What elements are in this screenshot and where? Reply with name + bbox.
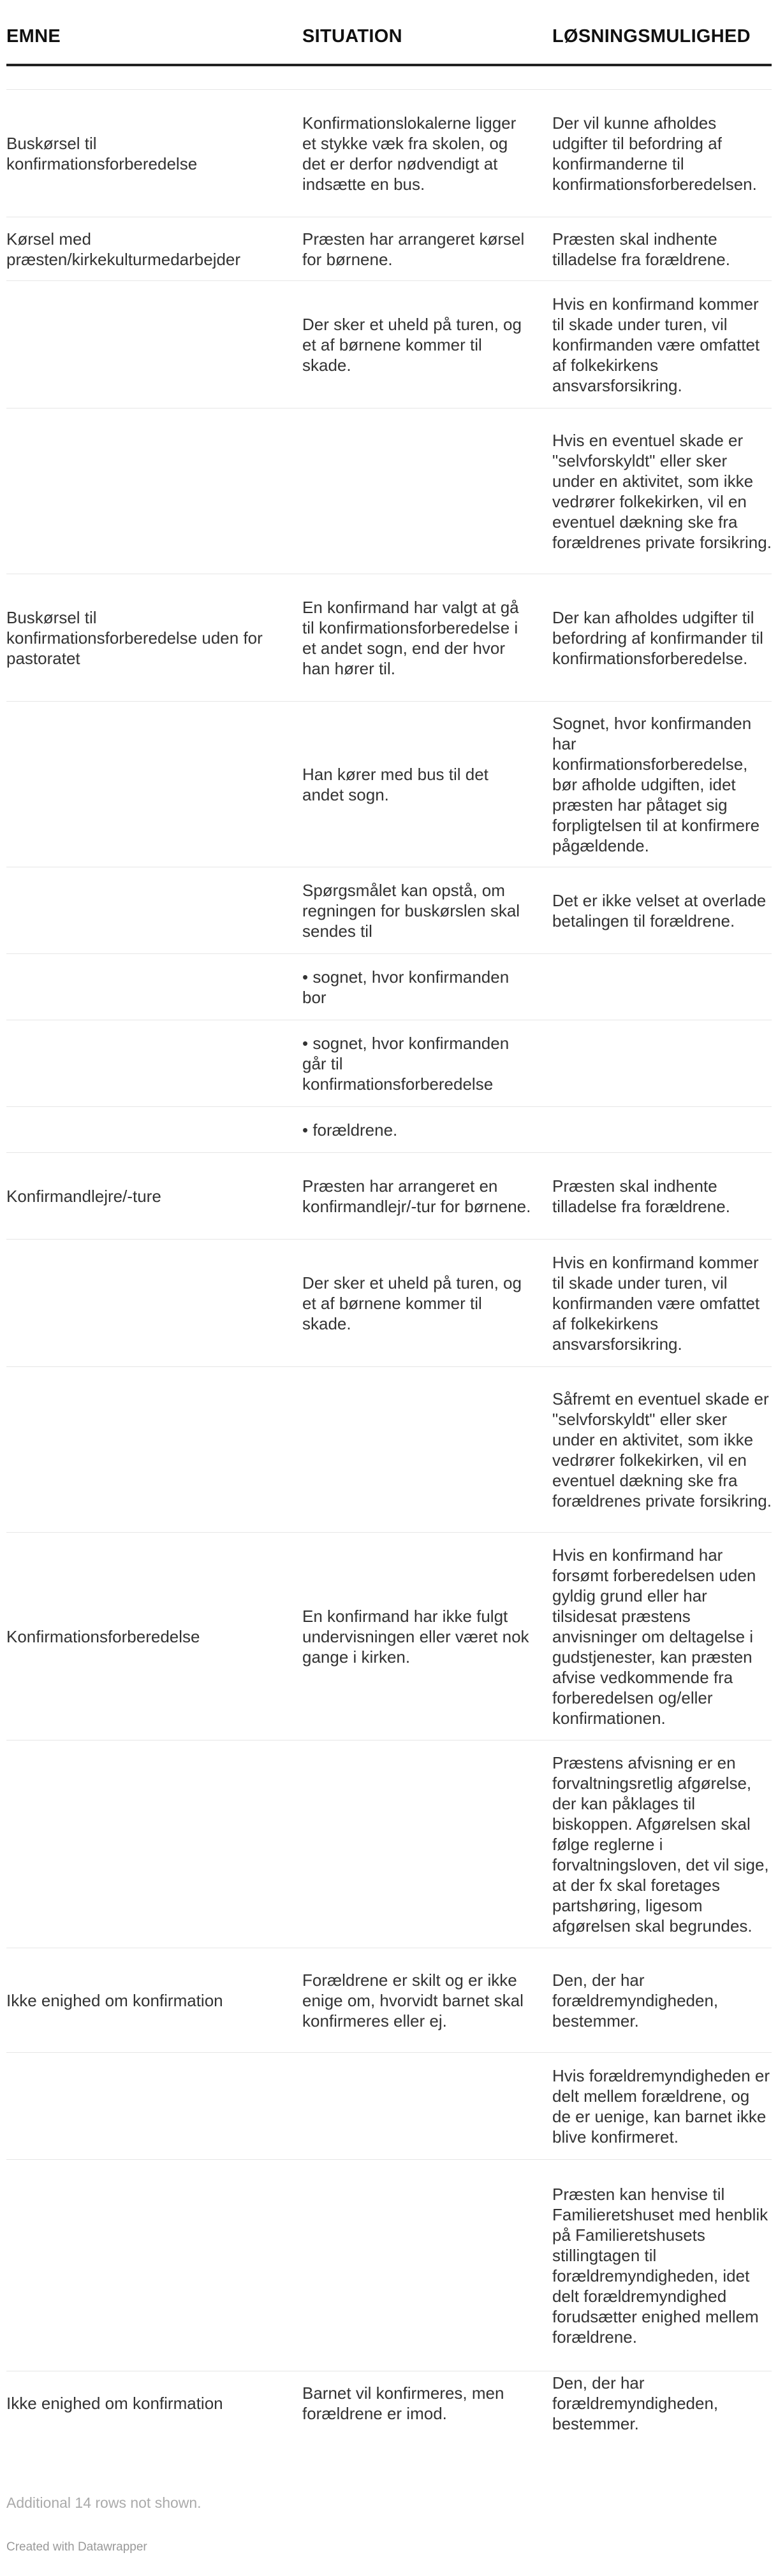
table-row bbox=[6, 90, 772, 217]
table-row bbox=[6, 2160, 772, 2371]
cell-loesningsmulighed: Præsten skal indhente tilladelse fra forældrene. bbox=[552, 1153, 772, 1240]
cell-situation: • sognet, hvor konfirmanden bor bbox=[302, 954, 552, 1020]
cell-situation: Der sker et uheld på turen, og et af børnene kommer til skade. bbox=[302, 1240, 552, 1367]
table-row bbox=[6, 574, 772, 702]
cell-loesningsmulighed: Det er ikke velset at overlade betalingen til forældrene. bbox=[552, 867, 772, 954]
table-body bbox=[6, 65, 772, 2435]
table-spacer-row bbox=[6, 65, 772, 90]
cell-loesningsmulighed: Præsten skal indhente tilladelse fra forældrene. bbox=[552, 217, 772, 281]
cell-situation: • sognet, hvor konfirmanden går til konfirmationsforberedelse bbox=[302, 1020, 552, 1107]
cell-situation: Præsten har arrangeret kørsel for børnene. bbox=[302, 217, 552, 281]
cell-loesningsmulighed: Hvis en konfirmand har forsømt forberedelsen uden gyldig grund eller har tilsidesat præstens anvisninger om deltagelse i gudstjenester, kan præsten afvise vedkommende fra forberedelsen og/eller konfirmationen. bbox=[552, 1533, 772, 1740]
cell-emne: Ikke enighed om konfirmation bbox=[6, 1948, 302, 2053]
table-row bbox=[6, 1740, 772, 1948]
table-header-row bbox=[6, 9, 772, 65]
cell-emne bbox=[6, 702, 302, 867]
cell-situation bbox=[302, 2053, 552, 2160]
table-row bbox=[6, 1107, 772, 1153]
cell-emne bbox=[6, 1107, 302, 1153]
cell-situation bbox=[302, 409, 552, 574]
cell-loesningsmulighed: Den, der har forældremyndigheden, bestemmer. bbox=[552, 1948, 772, 2053]
table-row bbox=[6, 1240, 772, 1367]
cell-situation: Barnet vil konfirmeres, men forældrene er imod. bbox=[302, 2371, 552, 2435]
cell-loesningsmulighed: Hvis en eventuel skade er "selvforskyldt" eller sker under en aktivitet, som ikke vedrører folkekirken, vil en eventuel dækning ske fra forældrenes private forsikring. bbox=[552, 409, 772, 574]
table-row bbox=[6, 217, 772, 281]
data-table bbox=[6, 9, 772, 2435]
cell-loesningsmulighed: Hvis forældremyndigheden er delt mellem forældrene, og de er uenige, kan barnet ikke blive konfirmeret. bbox=[552, 2053, 772, 2160]
cell-loesningsmulighed: Hvis en konfirmand kommer til skade under turen, vil konfirmanden være omfattet af folkekirkens ansvarsforsikring. bbox=[552, 1240, 772, 1367]
cell-situation: Forældrene er skilt og er ikke enige om, hvorvidt barnet skal konfirmeres eller ej. bbox=[302, 1948, 552, 2053]
column-header-loesningsmulighed[interactable]: LØSNINGSMULIGHED bbox=[552, 9, 772, 65]
table-row bbox=[6, 1020, 772, 1107]
cell-emne: Ikke enighed om konfirmation bbox=[6, 2371, 302, 2435]
cell-situation bbox=[302, 1367, 552, 1533]
cell-emne bbox=[6, 867, 302, 954]
cell-emne: Konfirmandlejre/-ture bbox=[6, 1153, 302, 1240]
cell-loesningsmulighed: Hvis en konfirmand kommer til skade under turen, vil konfirmanden være omfattet af folkekirkens ansvarsforsikring. bbox=[552, 281, 772, 409]
table-row bbox=[6, 867, 772, 954]
cell-loesningsmulighed bbox=[552, 1020, 772, 1107]
column-header-emne[interactable]: EMNE bbox=[6, 9, 302, 65]
cell-emne: Konfirmationsforberedelse bbox=[6, 1533, 302, 1740]
cell-loesningsmulighed: Såfremt en eventuel skade er "selvforskyldt" eller sker under en aktivitet, som ikke vedrører folkekirken, vil en eventuel dækning ske fra forældrenes private forsikring. bbox=[552, 1367, 772, 1533]
cell-situation: Spørgsmålet kan opstå, om regningen for buskørslen skal sendes til bbox=[302, 867, 552, 954]
cell-emne bbox=[6, 1020, 302, 1107]
cell-loesningsmulighed: Der kan afholdes udgifter til befordring af konfirmander til konfirmationsforberedelse. bbox=[552, 574, 772, 702]
cell-loesningsmulighed: Præstens afvisning er en forvaltningsretlig afgørelse, der kan påklages til biskoppen. Afgørelsen skal følge reglerne i forvaltningsloven, det vil sige, at der fx skal foretages partshøring, ligesom afgørelsen skal begrundes. bbox=[552, 1740, 772, 1948]
table-row bbox=[6, 2371, 772, 2435]
table-row bbox=[6, 1948, 772, 2053]
cell-loesningsmulighed bbox=[552, 954, 772, 1020]
cell-situation bbox=[302, 2160, 552, 2371]
table-row bbox=[6, 702, 772, 867]
table-row bbox=[6, 2053, 772, 2160]
column-header-situation[interactable]: SITUATION bbox=[302, 9, 552, 65]
cell-loesningsmulighed bbox=[552, 1107, 772, 1153]
cell-loesningsmulighed: Der vil kunne afholdes udgifter til befordring af konfirmanderne til konfirmationsforberedelsen. bbox=[552, 90, 772, 217]
cell-situation: • forældrene. bbox=[302, 1107, 552, 1153]
cell-emne: Buskørsel til konfirmationsforberedelse uden for pastoratet bbox=[6, 574, 302, 702]
table-row bbox=[6, 954, 772, 1020]
cell-situation: Præsten har arrangeret en konfirmandlejr/-tur for børnene. bbox=[302, 1153, 552, 1240]
cell-situation bbox=[302, 1740, 552, 1948]
cell-situation: Han kører med bus til det andet sogn. bbox=[302, 702, 552, 867]
cell-loesningsmulighed: Den, der har forældremyndigheden, bestemmer. bbox=[552, 2371, 772, 2435]
table-row bbox=[6, 1153, 772, 1240]
cell-emne bbox=[6, 2053, 302, 2160]
cell-emne bbox=[6, 409, 302, 574]
table-row bbox=[6, 281, 772, 409]
cell-loesningsmulighed: Præsten kan henvise til Familieretshuset med henblik på Familieretshusets stillingtagen til forældremyndigheden, idet delt forældremyndighed forudsætter enighed mellem forældrene. bbox=[552, 2160, 772, 2371]
cell-emne: Kørsel med præsten/kirkekulturmedarbejder bbox=[6, 217, 302, 281]
cell-emne bbox=[6, 1740, 302, 1948]
cell-emne: Buskørsel til konfirmationsforberedelse bbox=[6, 90, 302, 217]
table-row bbox=[6, 1367, 772, 1533]
datawrapper-credit[interactable]: Created with Datawrapper bbox=[6, 2540, 147, 2554]
cell-emne bbox=[6, 1240, 302, 1367]
cell-situation: En konfirmand har ikke fulgt undervisningen eller været nok gange i kirken. bbox=[302, 1533, 552, 1740]
cell-emne bbox=[6, 954, 302, 1020]
cell-loesningsmulighed: Sognet, hvor konfirmanden har konfirmationsforberedelse, bør afholde udgiften, idet præsten har påtaget sig forpligtelsen til at konfirmere pågældende. bbox=[552, 702, 772, 867]
cell-emne bbox=[6, 1367, 302, 1533]
table-row bbox=[6, 1533, 772, 1740]
cell-situation: Konfirmationslokalerne ligger et stykke væk fra skolen, og det er derfor nødvendigt at indsætte en bus. bbox=[302, 90, 552, 217]
cell-situation: En konfirmand har valgt at gå til konfirmationsforberedelse i et andet sogn, end der hvor han hører til. bbox=[302, 574, 552, 702]
table-row bbox=[6, 409, 772, 574]
rows-not-shown-note: Additional 14 rows not shown. bbox=[6, 2494, 202, 2511]
cell-emne bbox=[6, 281, 302, 409]
cell-emne bbox=[6, 2160, 302, 2371]
cell-situation: Der sker et uheld på turen, og et af børnene kommer til skade. bbox=[302, 281, 552, 409]
